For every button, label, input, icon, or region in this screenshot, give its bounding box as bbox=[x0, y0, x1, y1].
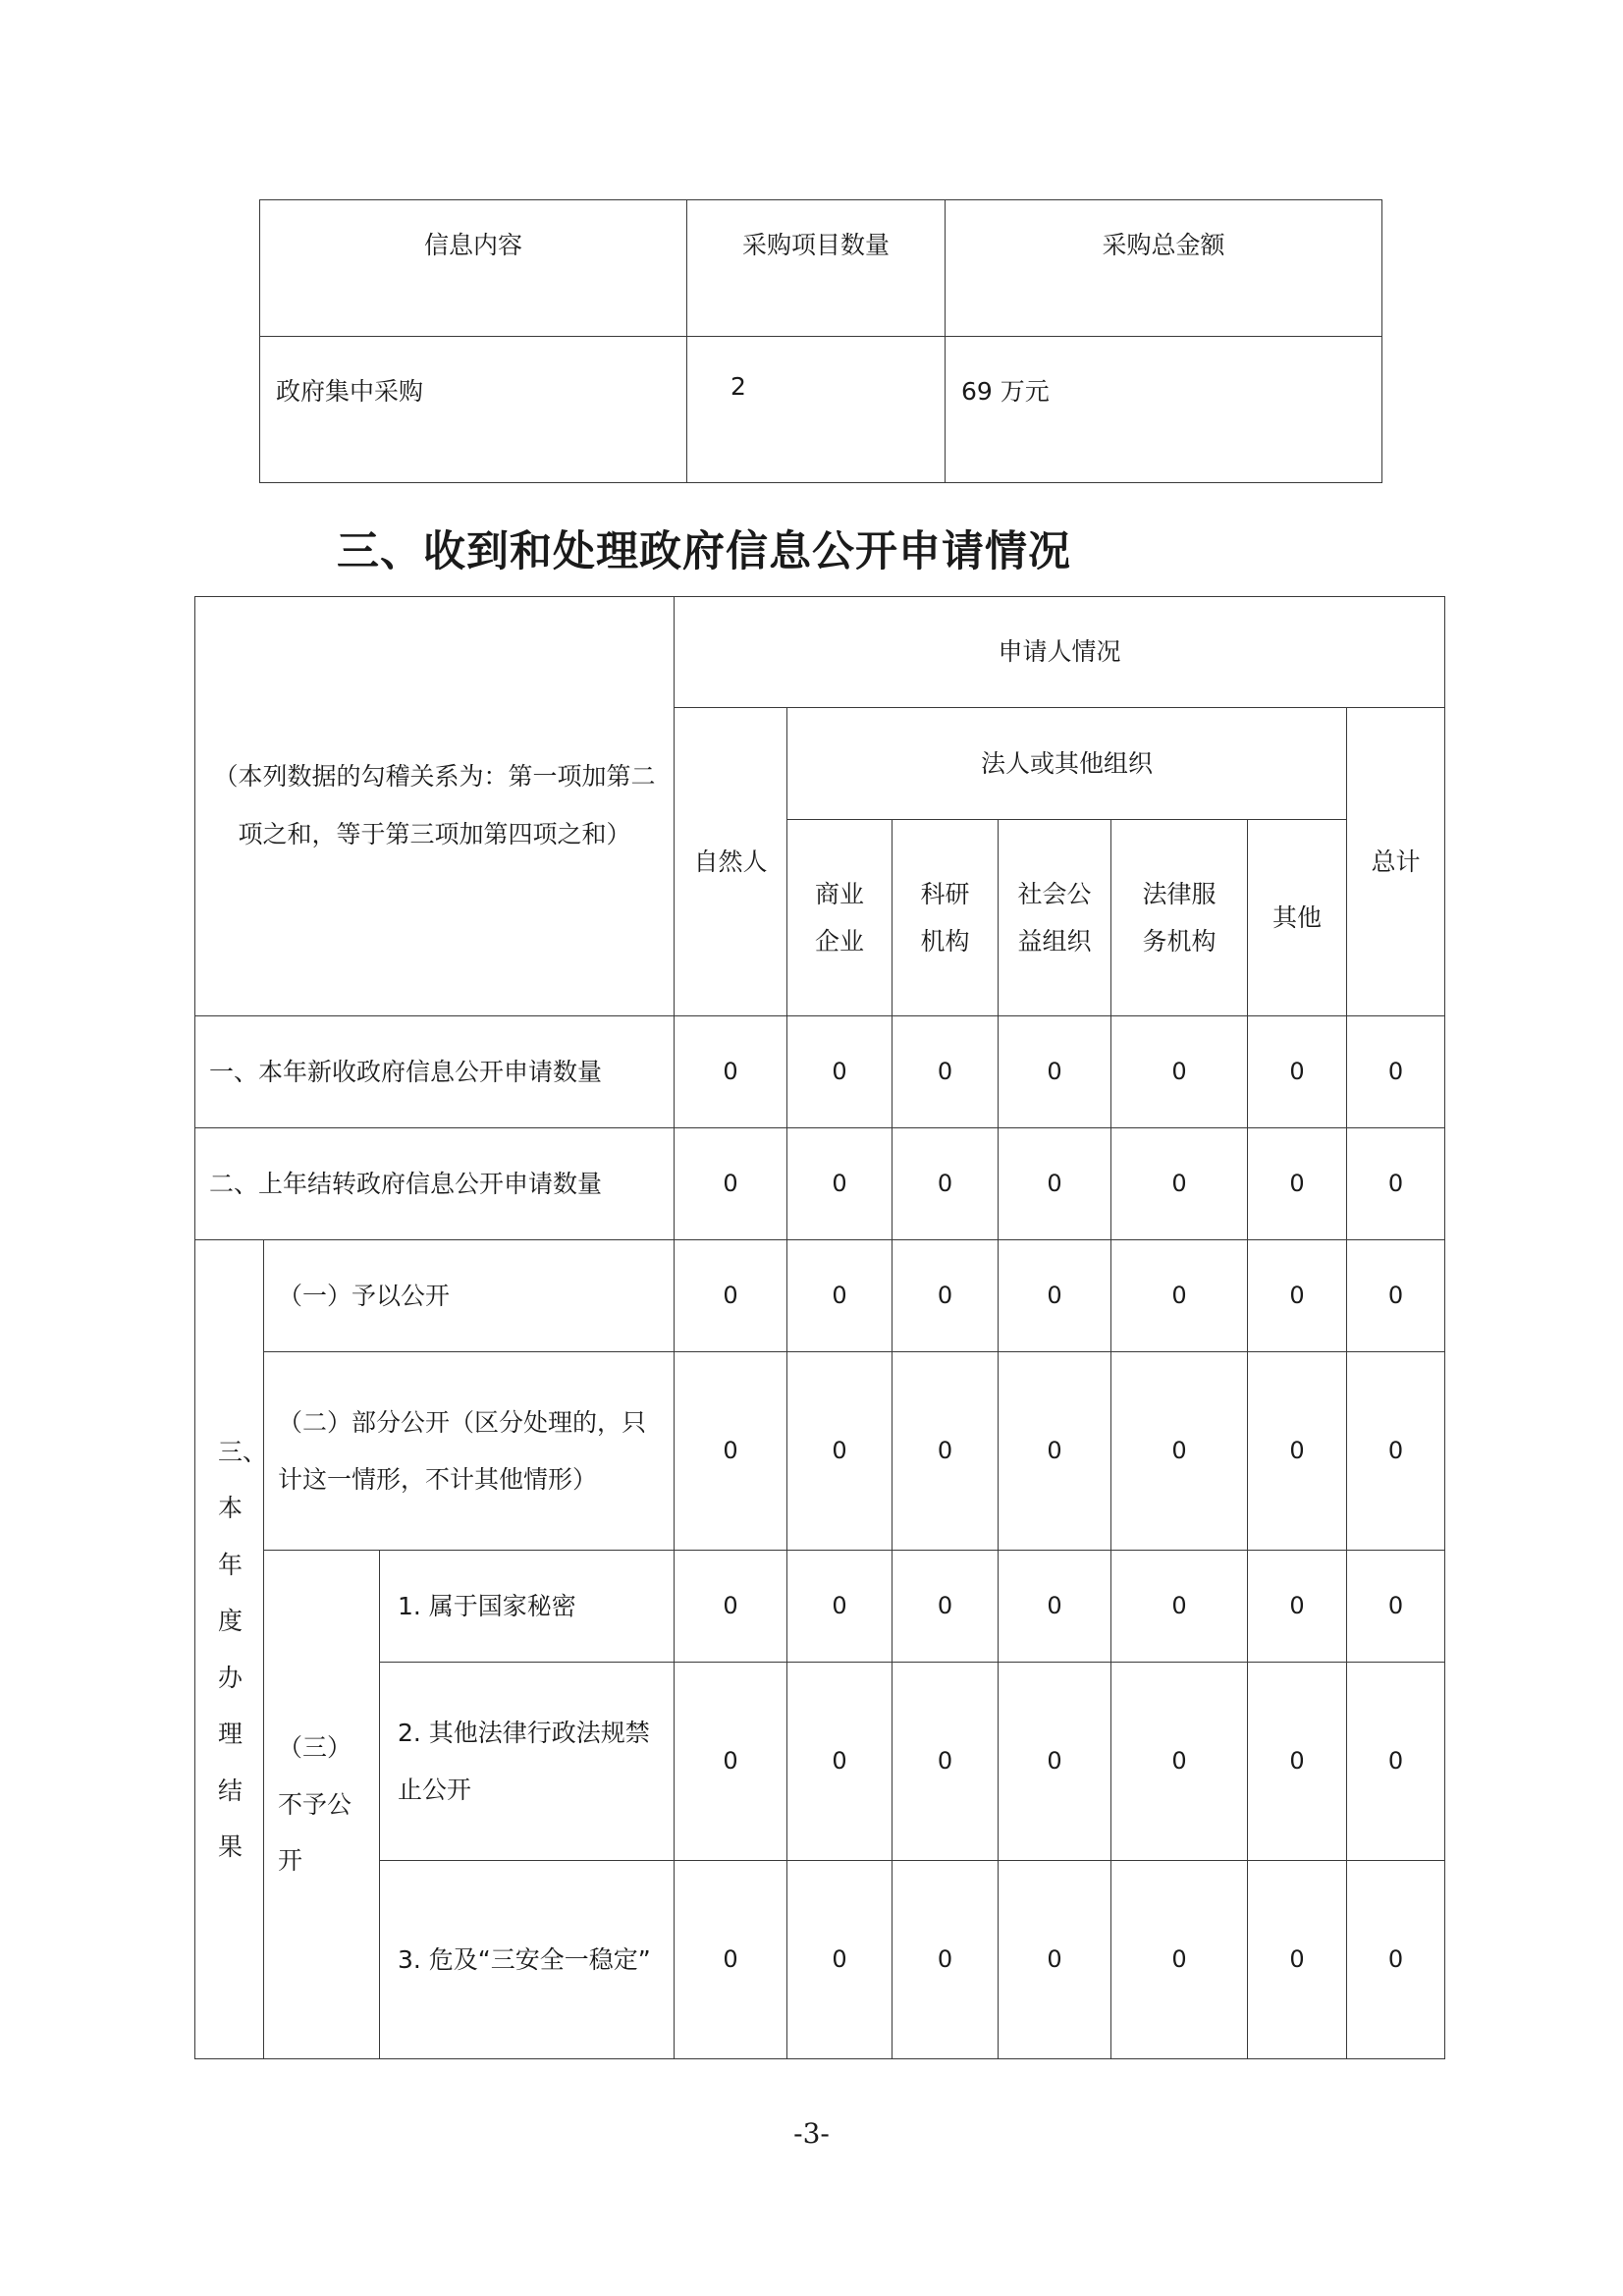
cell-value: 0 bbox=[1111, 1016, 1248, 1128]
cell-value: 0 bbox=[999, 1663, 1111, 1861]
row-label-state-secret: 1. 属于国家秘密 bbox=[380, 1551, 675, 1663]
cell-value: 0 bbox=[1248, 1240, 1347, 1352]
section3-label: 三、本年度办理结果 bbox=[195, 1240, 264, 2059]
cell-value: 0 bbox=[1111, 1240, 1248, 1352]
cell-value: 0 bbox=[1347, 1551, 1445, 1663]
row-label-partially-disclosed: （二）部分公开（区分处理的，只计这一情形，不计其他情形） bbox=[264, 1352, 675, 1551]
cell-value: 0 bbox=[999, 1240, 1111, 1352]
cell-value: 0 bbox=[1248, 1352, 1347, 1551]
cell-value: 0 bbox=[999, 1551, 1111, 1663]
cell-value: 0 bbox=[893, 1016, 999, 1128]
cell-value: 0 bbox=[1347, 1352, 1445, 1551]
natural-person-header: 自然人 bbox=[675, 708, 787, 1016]
row-label-law-prohibited: 2. 其他法律行政法规禁止公开 bbox=[380, 1663, 675, 1861]
cell-value: 0 bbox=[1111, 1861, 1248, 2059]
procurement-table bbox=[259, 199, 1382, 483]
relation-note: （本列数据的勾稽关系为：第一项加第二项之和，等于第三项加第四项之和） bbox=[195, 597, 675, 1016]
cell-value: 0 bbox=[675, 1352, 787, 1551]
table-row bbox=[260, 337, 1382, 483]
cell-project-count: 2 bbox=[687, 337, 946, 483]
row-label-new-requests: 一、本年新收政府信息公开申请数量 bbox=[195, 1016, 675, 1128]
total-header: 总计 bbox=[1347, 708, 1445, 1016]
header-row-1 bbox=[195, 597, 1445, 708]
cell-value: 0 bbox=[1347, 1861, 1445, 2059]
row-label-not-disclosed: （三）不予公开 bbox=[264, 1551, 380, 2059]
cell-procurement-type: 政府集中采购 bbox=[260, 337, 687, 483]
cell-value: 0 bbox=[1248, 1663, 1347, 1861]
cell-value: 0 bbox=[787, 1663, 893, 1861]
table-row bbox=[195, 1128, 1445, 1240]
cell-value: 0 bbox=[893, 1551, 999, 1663]
cell-value: 0 bbox=[1248, 1016, 1347, 1128]
cell-value: 0 bbox=[787, 1861, 893, 2059]
header-total-amount: 采购总金额 bbox=[946, 200, 1382, 337]
org-type-business: 商业企业 bbox=[787, 820, 893, 1016]
cell-value: 0 bbox=[1248, 1128, 1347, 1240]
cell-value: 0 bbox=[787, 1016, 893, 1128]
cell-value: 0 bbox=[1248, 1861, 1347, 2059]
cell-value: 0 bbox=[1111, 1128, 1248, 1240]
cell-value: 0 bbox=[675, 1128, 787, 1240]
org-type-research: 科研机构 bbox=[893, 820, 999, 1016]
cell-value: 0 bbox=[787, 1128, 893, 1240]
table-row bbox=[195, 1861, 1445, 2059]
cell-value: 0 bbox=[999, 1352, 1111, 1551]
cell-total-amount: 69 万元 bbox=[946, 337, 1382, 483]
table-row bbox=[195, 1663, 1445, 1861]
cell-value: 0 bbox=[893, 1861, 999, 2059]
cell-value: 0 bbox=[675, 1663, 787, 1861]
section-title: 三、收到和处理政府信息公开申请情况 bbox=[337, 527, 1071, 576]
cell-value: 0 bbox=[1111, 1551, 1248, 1663]
table-row bbox=[195, 1352, 1445, 1551]
application-table bbox=[194, 596, 1445, 2059]
org-type-other: 其他 bbox=[1248, 820, 1347, 1016]
cell-value: 0 bbox=[787, 1240, 893, 1352]
cell-value: 0 bbox=[675, 1016, 787, 1128]
header-info-content: 信息内容 bbox=[260, 200, 687, 337]
cell-value: 0 bbox=[787, 1551, 893, 1663]
cell-value: 0 bbox=[1347, 1240, 1445, 1352]
cell-value: 0 bbox=[675, 1240, 787, 1352]
row-label-stability-risk: 3. 危及“三安全一稳定” bbox=[380, 1861, 675, 2059]
cell-value: 0 bbox=[999, 1016, 1111, 1128]
cell-value: 0 bbox=[675, 1551, 787, 1663]
header-project-count: 采购项目数量 bbox=[687, 200, 946, 337]
cell-value: 0 bbox=[1347, 1016, 1445, 1128]
table-row bbox=[195, 1551, 1445, 1663]
table-row bbox=[195, 1240, 1445, 1352]
org-type-legal-service: 法律服务机构 bbox=[1111, 820, 1248, 1016]
cell-value: 0 bbox=[675, 1861, 787, 2059]
table-header-row bbox=[260, 200, 1382, 337]
cell-value: 0 bbox=[999, 1128, 1111, 1240]
cell-value: 0 bbox=[1347, 1128, 1445, 1240]
legal-person-header: 法人或其他组织 bbox=[787, 708, 1347, 820]
cell-value: 0 bbox=[893, 1663, 999, 1861]
cell-value: 0 bbox=[893, 1352, 999, 1551]
cell-value: 0 bbox=[787, 1352, 893, 1551]
org-type-public-welfare: 社会公益组织 bbox=[999, 820, 1111, 1016]
table-row bbox=[195, 1016, 1445, 1128]
cell-value: 0 bbox=[999, 1861, 1111, 2059]
cell-value: 0 bbox=[893, 1240, 999, 1352]
cell-value: 0 bbox=[893, 1128, 999, 1240]
row-label-carried-over: 二、上年结转政府信息公开申请数量 bbox=[195, 1128, 675, 1240]
applicant-header: 申请人情况 bbox=[675, 597, 1445, 708]
cell-value: 0 bbox=[1347, 1663, 1445, 1861]
cell-value: 0 bbox=[1111, 1663, 1248, 1861]
cell-value: 0 bbox=[1248, 1551, 1347, 1663]
cell-value: 0 bbox=[1111, 1352, 1248, 1551]
page-number: -3- bbox=[793, 2117, 830, 2150]
row-label-disclosed: （一）予以公开 bbox=[264, 1240, 675, 1352]
